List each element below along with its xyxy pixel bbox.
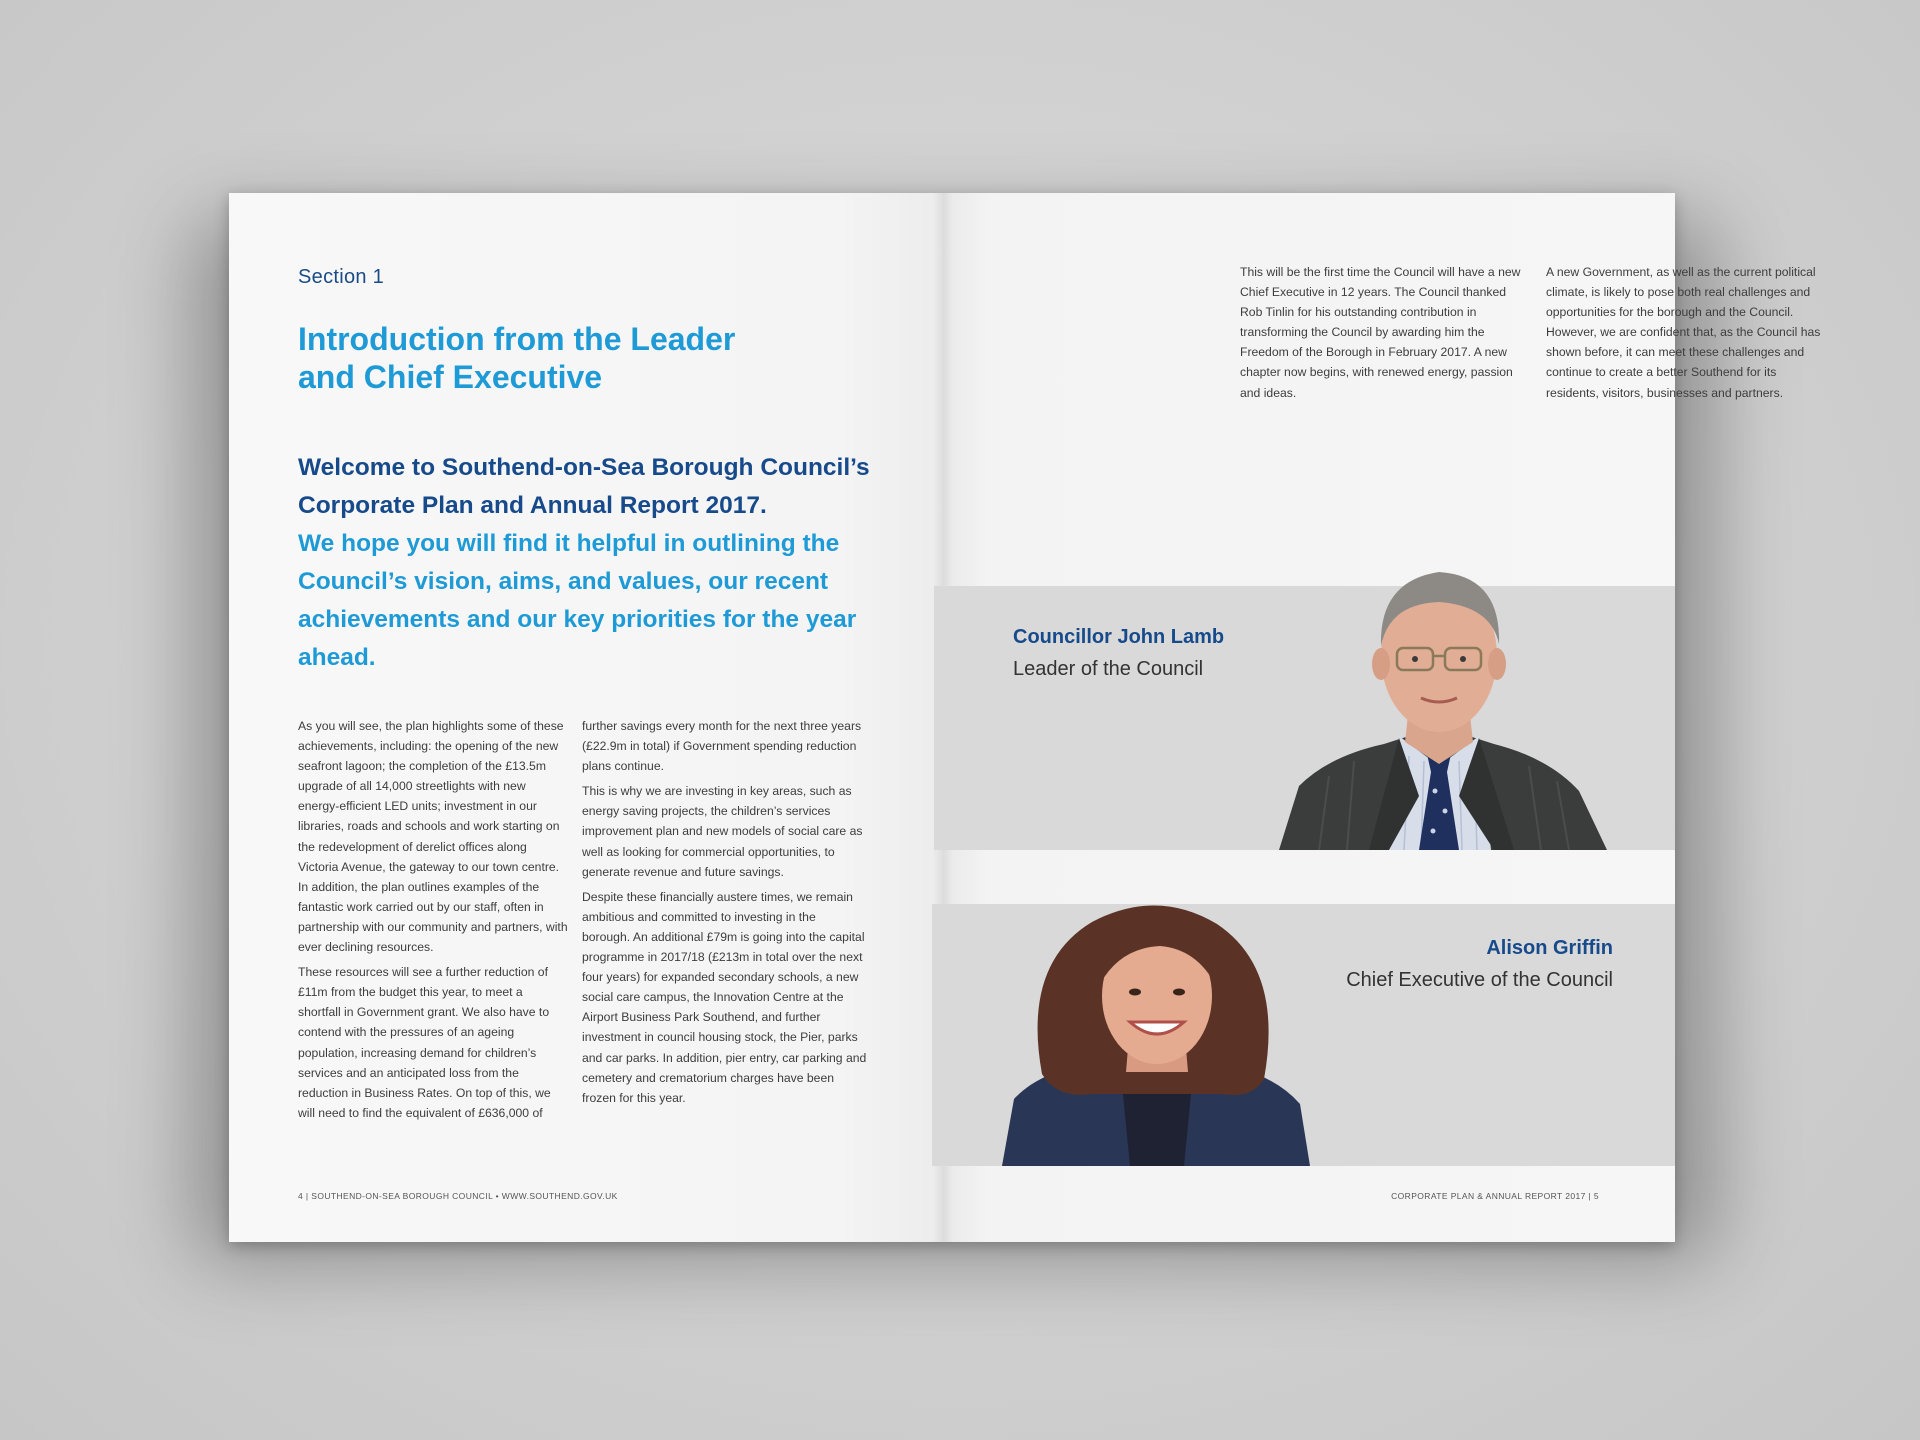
title-line-2: and Chief Executive [298, 359, 603, 395]
body-column-2 [582, 716, 867, 1113]
brochure-spread [229, 193, 1821, 1242]
lead-intro-blue: We hope you will find it helpful in outlining the Council’s vision, aims, and values, our recent achievements and our key priorities for the year ahead. [298, 530, 857, 671]
lead-intro-dark: Welcome to Southend-on-Sea Borough Council’s Corporate Plan and Annual Report 2017. [298, 454, 870, 519]
paragraph: This will be the first time the Council will have a new Chief Executive in 12 years. The Council thanked Rob Tinlin for his outstanding contribution in transforming the Council by awarding him the Freedom of the Borough in February 2017. A new chapter now begins, with renewed energy, passion and ideas. [1240, 265, 1521, 400]
ceo-portrait [1002, 904, 1312, 1166]
paragraph: As you will see, the plan highlights some of these achievements, including: the opening of the new seafront lagoon; the completion of the £13.5m upgrade of all 14,000 streetlights with new energy-efficient LED units; investment in our libraries, roads and schools and work starting on the redevelopment of derelict offices along Victoria Avenue, the gateway to our town centre. In addition, the plan outlines examples of the fantastic work carried out by our staff, often in partnership with our community and partners, with ever declining resources. [298, 719, 568, 955]
left-footer: 4 | SOUTHEND-ON-SEA BOROUGH COUNCIL • WWW.SOUTHEND.GOV.UK [298, 1191, 618, 1201]
page-title [298, 320, 818, 396]
leader-panel [934, 586, 1675, 850]
left-page [229, 193, 943, 1242]
ceo-panel [932, 904, 1675, 1166]
paragraph: A new Government, as well as the current political climate, is likely to pose both real challenges and opportunities for the borough and the Council. However, we are confident that, as the Council has shown before, it can meet these challenges and continue to create a better Southend for its residents, visitors, businesses and partners. [1546, 265, 1821, 400]
leader-portrait [1259, 586, 1619, 850]
right-body-column-1 [1240, 262, 1525, 408]
paragraph: These resources will see a further reduction of £11m from the budget this year, to meet a shortfall in Government grant. We also have to contend with the pressures of an ageing population, increasing demand for children’s services and an anticipated loss from the reduction in Business Rates. On top of this, we will need to find the equivalent of £636,000 of [298, 965, 551, 1120]
right-body-column-2 [1546, 262, 1831, 408]
ceo-role: Chief Executive of the Council [1346, 969, 1613, 991]
title-line-1: Introduction from the Leader [298, 321, 736, 357]
leader-name: Councillor John Lamb [1013, 626, 1225, 648]
paragraph: This is why we are investing in key areas, such as energy saving projects, the children’s services improvement plan and new models of social care as well as looking for commercial opportunities, to generate revenue and future savings. [582, 784, 863, 879]
paragraph: Despite these financially austere times, we remain ambitious and committed to investing in the borough. An additional £79m is going into the capital programme in 2017/18 (£213m in total over the next four years) for expanded secondary schools, a new social care campus, the Innovation Centre at the Airport Business Park Southend, and further investment in council housing stock, the Pier, parks and car parks. In addition, pier entry, car parking and cemetery and crematorium charges have been frozen for this year. [582, 889, 867, 1105]
section-label: Section 1 [298, 266, 385, 288]
body-column-1 [298, 716, 568, 1128]
leader-role: Leader of the Council [1013, 658, 1204, 680]
paragraph: further savings every month for the next three years (£22.9m in total) if Government spending reduction plans continue. [582, 719, 862, 774]
right-footer: CORPORATE PLAN & ANNUAL REPORT 2017 | 5 [1391, 1191, 1599, 1201]
ceo-name: Alison Griffin [1486, 937, 1613, 959]
